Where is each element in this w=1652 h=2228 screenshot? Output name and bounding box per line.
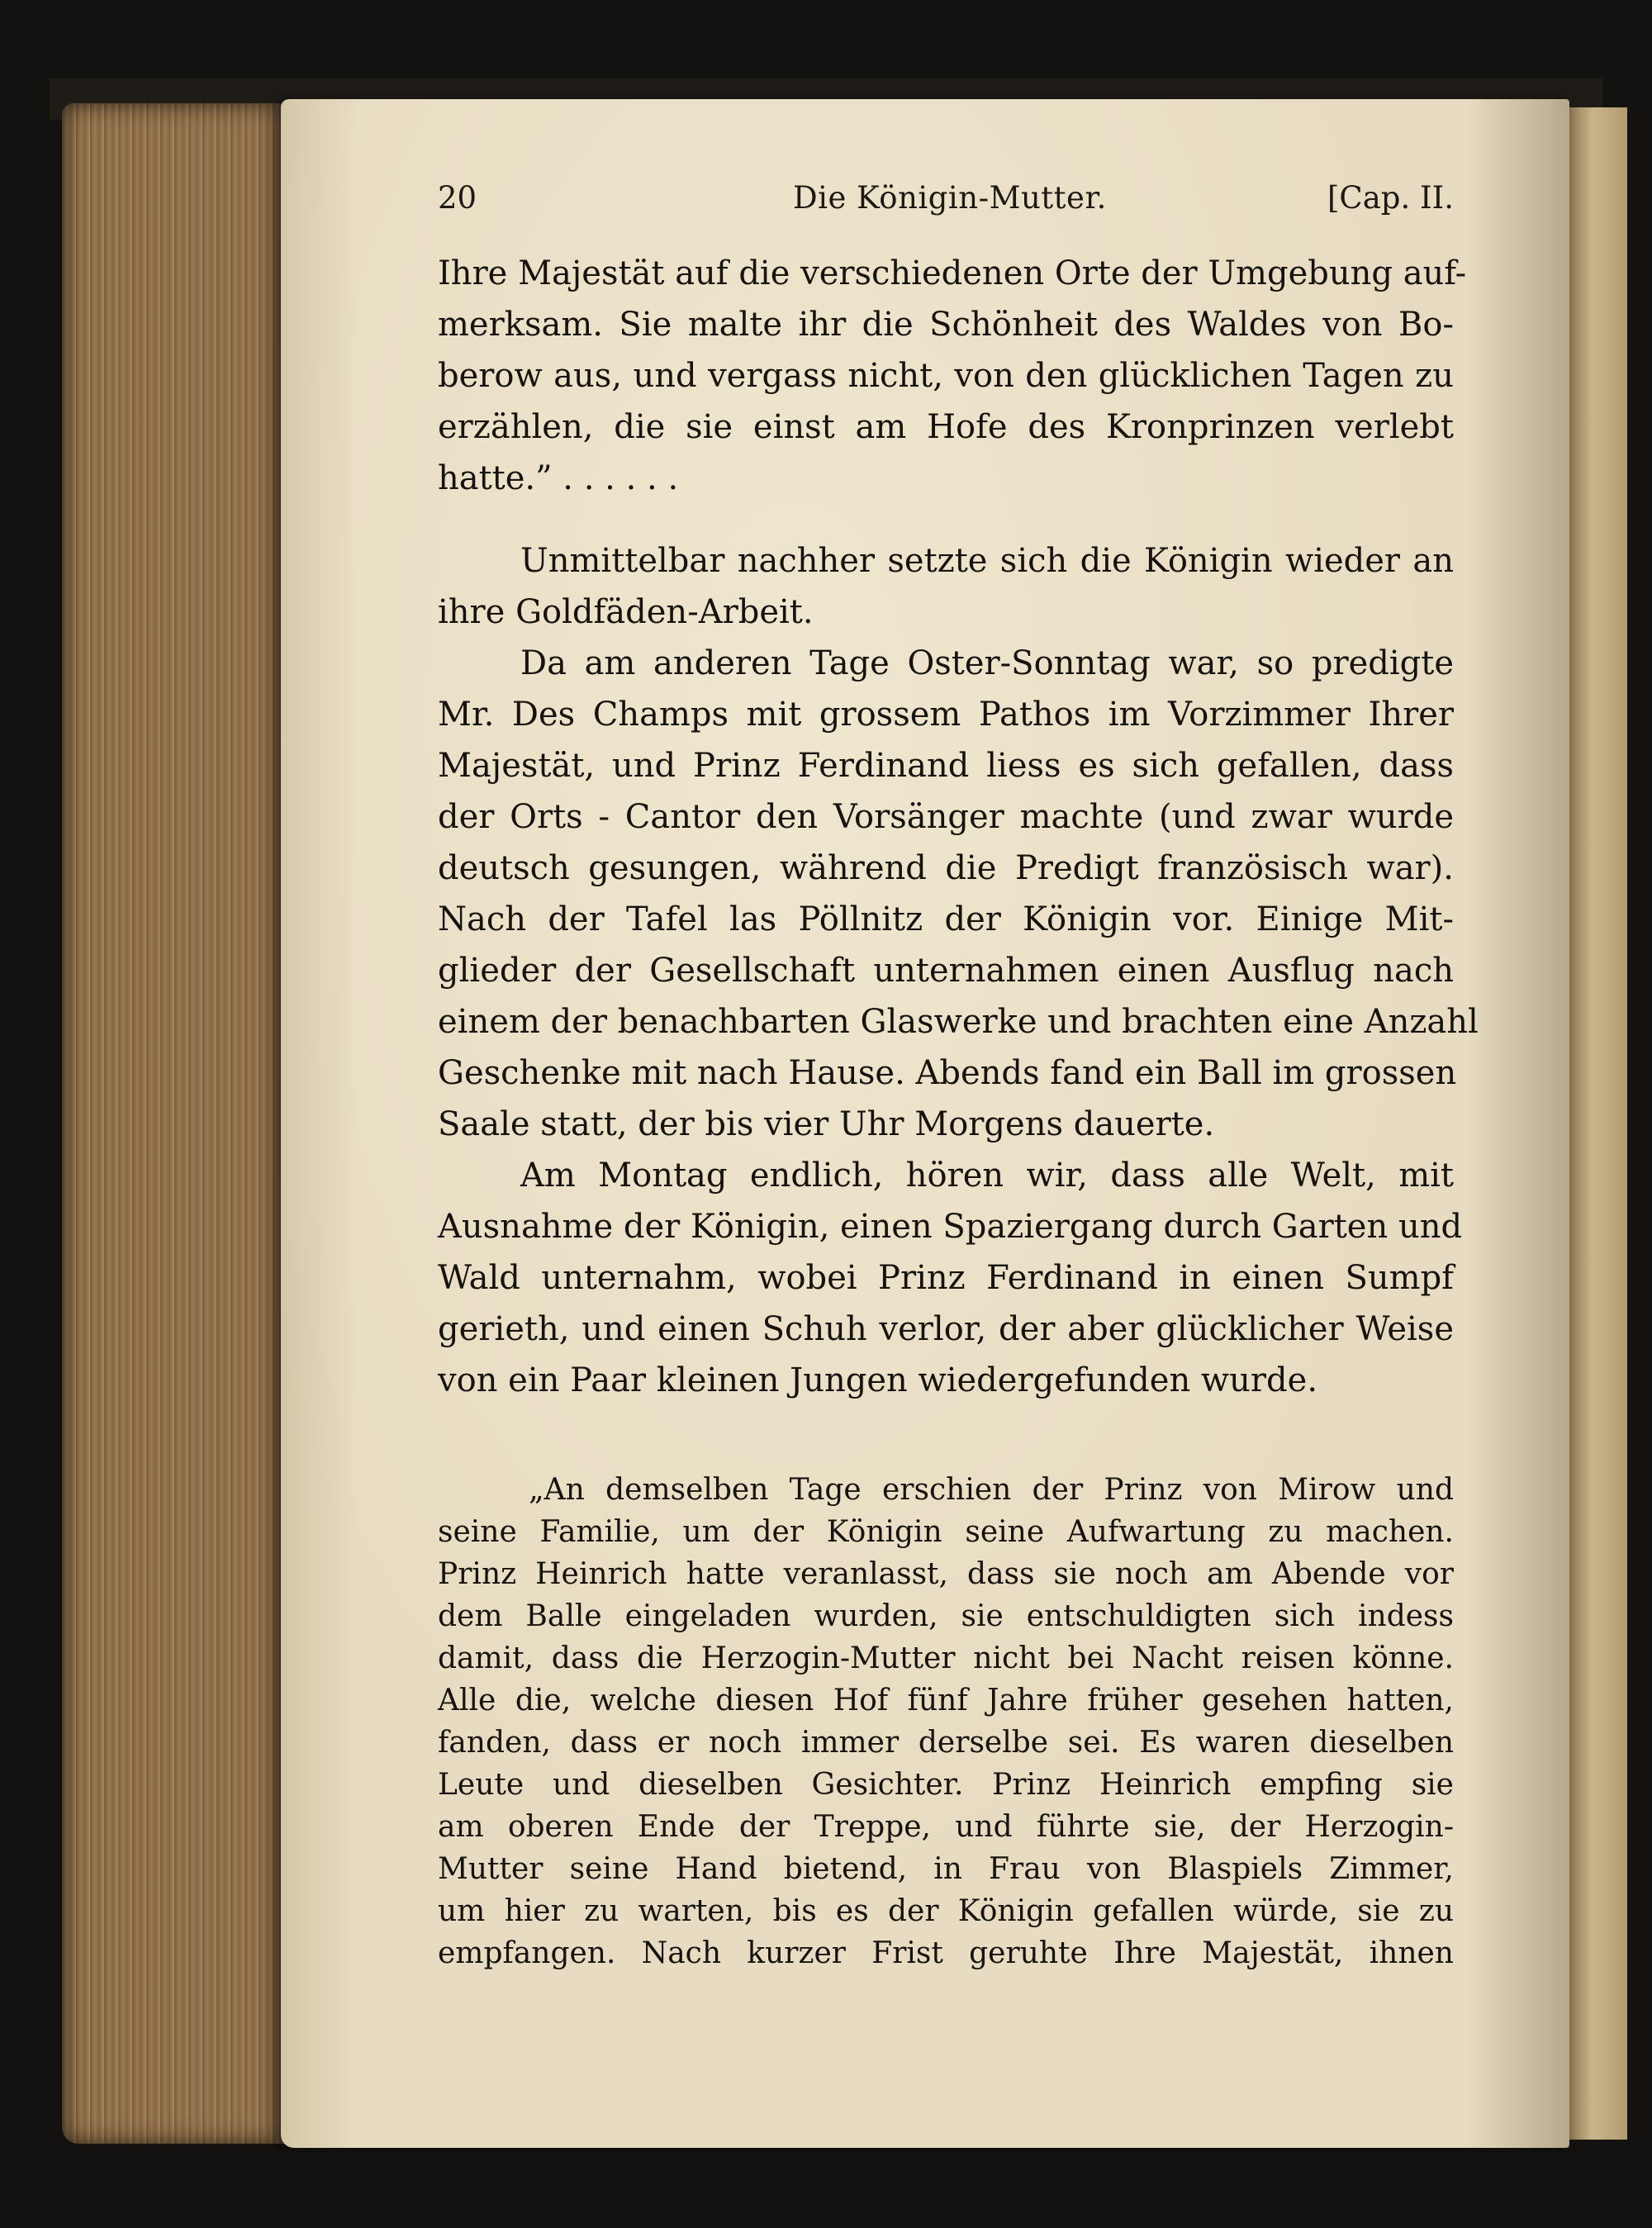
text-line: der Orts - Cantor den Vorsänger machte (und zwar wurde xyxy=(438,798,1454,836)
text-line: Saale statt, der bis vier Uhr Morgens dauerte. xyxy=(438,1105,1215,1143)
text-line: Mr. Des Champs mit grossem Pathos im Vorzimmer Ihrer xyxy=(438,696,1454,734)
text-line: Geschenke mit nach Hause. Abends fand ein Ball im grossen xyxy=(438,1054,1457,1092)
text-line: einem der benachbarten Glaswerke und brachten eine Anzahl xyxy=(438,1003,1479,1041)
quoted-paragraph-small xyxy=(438,1469,1454,1974)
text-line: Wald unternahm, wobei Prinz Ferdinand in einen Sumpf xyxy=(438,1259,1454,1297)
text-line: Unmittelbar nachher setzte sich die Königin wieder an xyxy=(520,542,1454,580)
text-line: dem Balle eingeladen wurden, sie entschuldigten sich indess xyxy=(438,1599,1454,1633)
book-page-edges xyxy=(62,103,293,2144)
text-line: Am Montag endlich, hören wir, dass alle Welt, mit xyxy=(520,1157,1454,1195)
text-line: Leute und dieselben Gesichter. Prinz Heinrich empfing sie xyxy=(438,1768,1454,1802)
text-line: seine Familie, um der Königin seine Aufwartung zu machen. xyxy=(438,1515,1454,1549)
text-line: empfangen. Nach kurzer Frist geruhte Ihre Majestät, ihnen xyxy=(438,1936,1454,1970)
text-line: Majestät, und Prinz Ferdinand liess es sich gefallen, dass xyxy=(438,747,1454,785)
text-line: erzählen, die sie einst am Hofe des Kronprinzen verlebt xyxy=(438,408,1454,446)
text-line: Ausnahme der Königin, einen Spaziergang durch Garten und xyxy=(438,1208,1463,1246)
text-line: „An demselben Tage erschien der Prinz von Mirow und xyxy=(529,1473,1454,1507)
chapter-label: [Cap. II. xyxy=(1327,180,1454,216)
text-line: merksam. Sie malte ihr die Schönheit des Waldes von Bo- xyxy=(438,306,1454,344)
text-line: Alle die, welche diesen Hof fünf Jahre früher gesehen hatten, xyxy=(438,1684,1454,1717)
text-line: Mutter seine Hand bietend, in Frau von Blaspiels Zimmer, xyxy=(438,1852,1454,1886)
text-line: damit, dass die Herzogin-Mutter nicht bei Nacht reisen könne. xyxy=(438,1641,1454,1675)
narrative-paragraphs xyxy=(438,535,1479,1406)
text-line: fanden, dass er noch immer derselbe sei. Es waren dieselben xyxy=(438,1726,1454,1760)
facing-page-edge xyxy=(1569,107,1627,2140)
text-line: deutsch gesungen, während die Predigt französisch war). xyxy=(438,849,1454,887)
text-line: Da am anderen Tage Oster-Sonntag war, so predigte xyxy=(520,644,1454,682)
text-line: ihre Goldfäden-Arbeit. xyxy=(438,593,814,631)
text-line: gerieth, und einen Schuh verlor, der aber glücklicher Weise xyxy=(438,1310,1454,1348)
quoted-paragraph-end xyxy=(438,248,1467,504)
text-line: Nach der Tafel las Pöllnitz der Königin vor. Einige Mit- xyxy=(438,900,1454,938)
text-line: von ein Paar kleinen Jungen wiedergefunden wurde. xyxy=(438,1361,1318,1399)
text-line: um hier zu warten, bis es der Königin gefallen würde, sie zu xyxy=(438,1894,1454,1928)
running-title: Die Königin-Mutter. xyxy=(793,180,1107,216)
text-line: hatte.” . . . . . . xyxy=(438,459,679,497)
text-line: glieder der Gesellschaft unternahmen einen Ausflug nach xyxy=(438,952,1454,990)
text-line: am oberen Ende der Treppe, und führte sie, der Herzogin- xyxy=(438,1810,1454,1844)
text-line: Ihre Majestät auf die verschiedenen Orte der Umgebung auf- xyxy=(438,254,1467,292)
page-number: 20 xyxy=(438,180,477,216)
text-line: berow aus, und vergass nicht, von den glücklichen Tagen zu xyxy=(438,357,1454,395)
text-line: Prinz Heinrich hatte veranlasst, dass sie noch am Abende vor xyxy=(438,1557,1454,1591)
running-header xyxy=(438,180,1454,230)
